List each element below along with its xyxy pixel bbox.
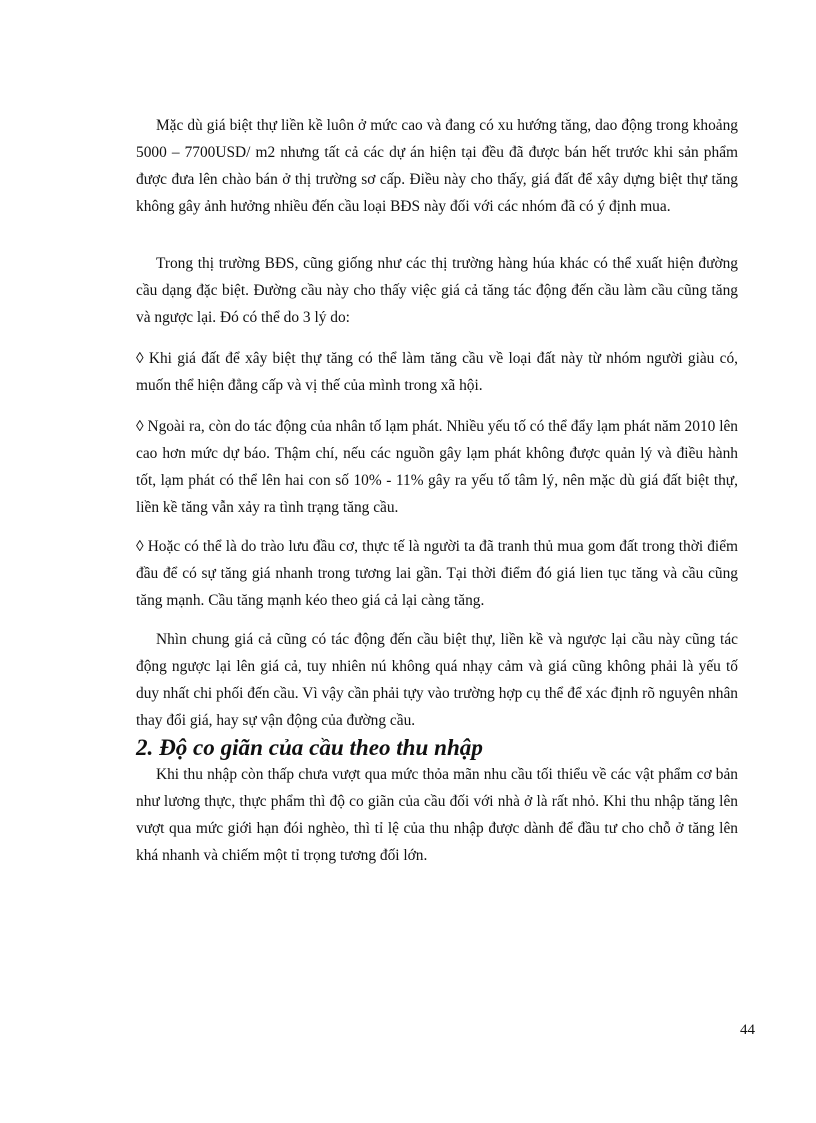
page-number: 44 (740, 1022, 755, 1038)
section-heading-income-elasticity: 2. Độ co giãn của cầu theo thu nhập (136, 734, 483, 760)
bullet-wealthy-demand: ◊ Khi giá đất để xây biệt thự tăng có thể làm tăng cầu về loại đất này từ nhóm người giàu có, muốn thể hiện đẳng cấp và vị thế của mình trong xã hội. (136, 350, 738, 394)
document-body (136, 112, 738, 869)
bullet-speculation: ◊ Hoặc có thể là do trào lưu đầu cơ, thực tế là người ta đã tranh thủ mua gom đất trong thời điểm đầu để có sự tăng giá nhanh trong tương lai gần. Tại thời điểm đó giá lien tục tăng và cầu cũng tăng mạnh. Cầu tăng mạnh kéo theo giá cả lại càng tăng. (136, 538, 738, 609)
paragraph-villa-price: Mặc dù giá biệt thự liền kề luôn ở mức cao và đang có xu hướng tăng, dao động trong khoảng 5000 – 7700USD/ m2 nhưng tất cả các dự án hiện tại đều đã được bán hết trước khi sản phẩm được đưa lên chào bán ở thị trường sơ cấp. Điều này cho thấy, giá đất để xây dựng biệt thự tăng không gây ảnh hưởng nhiều đến cầu loại BĐS này đối với các nhóm đã có ý định mua. (136, 117, 738, 215)
paragraph-income-elasticity: Khi thu nhập còn thấp chưa vượt qua mức thỏa mãn nhu cầu tối thiểu về các vật phẩm cơ bản như lương thực, thực phẩm thì độ co giãn của cầu đối với nhà ở là rất nhỏ. Khi thu nhập tăng lên vượt qua mức giới hạn đói nghèo, thì tỉ lệ của thu nhập được dành để đầu tư cho chỗ ở tăng lên khá nhanh và chiếm một tỉ trọng tương đối lớn. (136, 766, 738, 864)
paragraph-special-demand-curve: Trong thị trường BĐS, cũng giống như các thị trường hàng húa khác có thể xuất hiện đường cầu dạng đặc biệt. Đường cầu này cho thấy việc giá cả tăng tác động đến cầu làm cầu cũng tăng và ngược lại. Đó có thể do 3 lý do: (136, 255, 738, 326)
bullet-inflation: ◊ Ngoài ra, còn do tác động của nhân tố lạm phát. Nhiều yếu tố có thể đẩy lạm phát năm 2010 lên cao hơn mức dự báo. Thậm chí, nếu các nguồn gây lạm phát không được quản lý và điều hành tốt, lạm phát có thể lên hai con số 10% - 11% gây ra yếu tố tâm lý, nên mặc dù giá đất biệt thự, liền kề tăng vẫn xảy ra tình trạng tăng cầu. (136, 418, 738, 516)
paragraph-summary: Nhìn chung giá cả cũng có tác động đến cầu biệt thự, liền kề và ngược lại cầu này cũng tác động ngược lại lên giá cả, tuy nhiên nú không quá nhạy cảm và giá cũng không phải là yếu tố duy nhất chi phối đến cầu. Vì vậy cần phải tựy vào trường hợp cụ thể để xác định rõ nguyên nhân thay đổi giá, hay sự vận động của đường cầu. (136, 631, 738, 729)
